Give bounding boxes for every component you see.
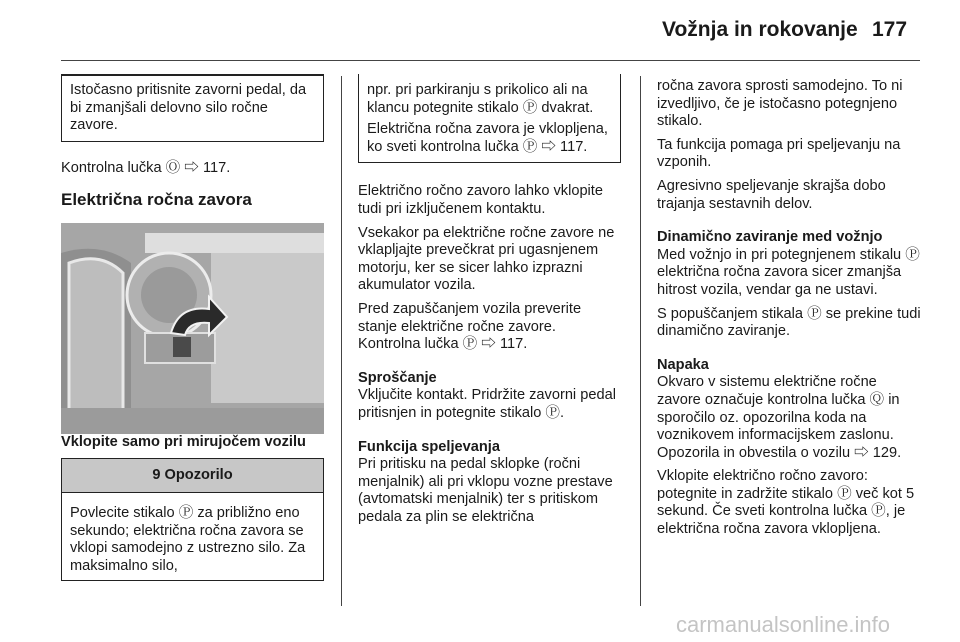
- paragraph-check-status: Pred zapuščanjem vozila preverite stanje električne ročne zavore. Kontrolna lučka Ⓟ ⇨ 117.: [358, 300, 582, 353]
- left-column: [61, 74, 324, 581]
- note-box: [61, 74, 324, 142]
- warning-title: 9 Opozorilo: [62, 459, 323, 494]
- dynamic-braking-text: Med vožnjo in pri potegnjenem stikalu Ⓟ električna ročna zavora sicer zmanjša hitrost vozila, vendar ga ne ustavi.: [657, 246, 920, 298]
- release-text: Vključite kontakt. Pridržite zavorni pedal pritisnjen in potegnite stikalo Ⓟ.: [358, 387, 616, 421]
- right-column: [657, 78, 923, 545]
- column-divider-1: [341, 76, 342, 606]
- column-divider-2: [640, 76, 641, 606]
- warning-continuation-box: [358, 74, 621, 163]
- parking-brake-switch-illustration: [61, 223, 324, 434]
- header-rule: [61, 60, 920, 61]
- paragraph-dynamic-release: S popuščanjem stikala Ⓟ se prekine tudi dinamično zaviranje.: [657, 305, 921, 340]
- fault-text: Okvaro v sistemu električne ročne zavore označuje kontrolna lučka Ⓠ in sporočilo oz. opozorilna koda na voznikovem informacijskem zaslonu. Opozorila in obvestila o vozilu ⇨ 129.: [657, 374, 902, 461]
- paragraph-auto-release: ročna zavora sprosti samodejno. To ni izvedljivo, če je istočasno potegnjeno stikalo.: [657, 78, 903, 130]
- paragraph-hill-start: Ta funkcija pomaga pri speljevanju na vzponih.: [657, 136, 901, 171]
- page-number: 177: [872, 18, 908, 41]
- drive-away-heading: Funkcija speljevanja: [358, 438, 500, 455]
- watermark: carmanualsonline.info: [676, 612, 891, 637]
- section-title: Električna ročna zavora: [61, 190, 252, 210]
- indicator-reference: Kontrolna lučka Ⓞ ⇨ 117.: [61, 159, 231, 176]
- dynamic-braking-heading: Dinamično zaviranje med vožnjo: [657, 229, 883, 246]
- parking-brake-figure: [61, 223, 324, 434]
- paragraph-ignition-off: Električno ročno zavoro lahko vklopite tudi pri izključenem kontaktu.: [358, 183, 603, 217]
- middle-column: [358, 74, 621, 532]
- release-heading: Sproščanje: [358, 369, 437, 386]
- note-text: Istočasno pritisnite zavorni pedal, da bi zmanjšali delovno silo ročne zavore.: [70, 82, 307, 134]
- paragraph-apply-on-fault: Vklopite električno ročno zavoro: potegnite in zadržite stikalo Ⓟ več kot 5 sekund. Če sveti kontrolna lučka Ⓟ, je električna ročna zavora vklopljena.: [657, 468, 915, 538]
- warning-body: Povlecite stikalo Ⓟ za približno eno sekundo; električna ročna zavora se vklopi samodejno z ustrezno silo. Za maksimalno silo,: [70, 505, 306, 574]
- warning-box: [61, 458, 324, 581]
- paragraph-battery: Vsekakor pa električne ročne zavore ne vklapljajte prevečkrat pri ugasnjenem motorju, ker se sicer lahko izprazni akumulator vozila.: [358, 224, 615, 294]
- drive-away-text: Pri pritisku na pedal sklopke (ročni menjalnik) ali pri vklopu vozne prestave (avtomatski menjalnik) ter s pritiskom pedala za plin se električna: [358, 456, 613, 525]
- box-paragraph-1: npr. pri parkiranju s prikolico ali na klancu potegnite stikalo Ⓟ dvakrat.: [367, 82, 594, 116]
- box-paragraph-2: Električna ročna zavora je vklopljena, ko sveti kontrolna lučka Ⓟ ⇨ 117.: [367, 121, 608, 155]
- paragraph-wear: Agresivno speljevanje skrajša dobo trajanja sestavnih delov.: [657, 177, 886, 212]
- fault-heading: Napaka: [657, 356, 709, 373]
- figure-caption: Vklopite samo pri mirujočem vozilu: [61, 433, 306, 450]
- running-header-title: Vožnja in rokovanje: [662, 18, 858, 41]
